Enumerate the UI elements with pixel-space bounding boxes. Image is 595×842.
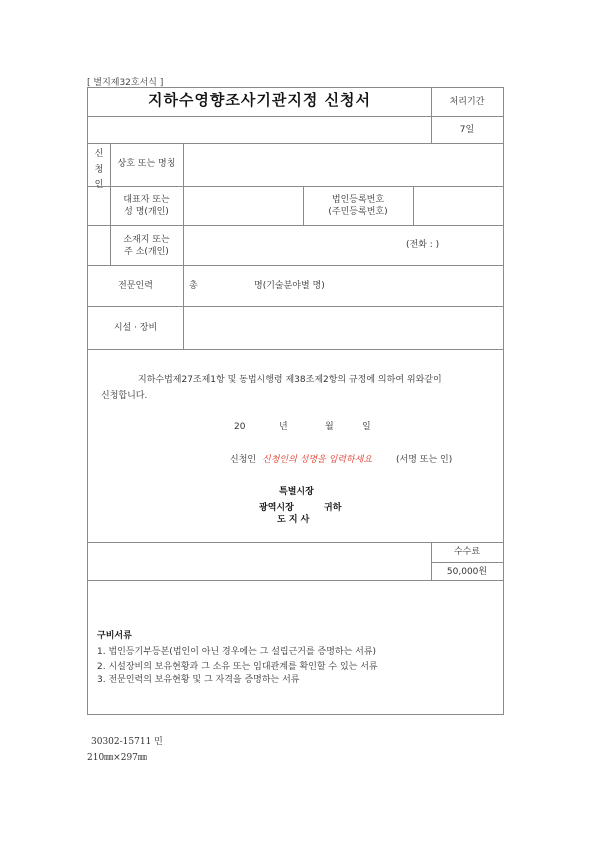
divider [88,349,503,350]
divider [88,542,503,543]
document-item: 1. 법인등기부등본(법인이 아닌 경우에는 그 설립근거를 증명하는 서류) [97,647,377,657]
recipient-line: 도 지 사 [277,515,310,525]
divider [431,562,503,563]
facilities-field[interactable] [184,307,502,349]
date-year-unit: 년 [279,422,288,432]
corp-registration-label: (주민등록번호) [328,207,388,217]
recipient-honorific: 귀하 [324,503,342,513]
applicant-label-char: 인 [94,180,104,190]
form-number-tag: [ 별지제32호서식 ] [87,78,164,88]
applicant-sign-label: 신청인 [230,455,257,465]
divider [88,580,503,581]
statement-line: 신청합니다. [101,391,148,401]
form-code: 30302-15711 민 [91,737,163,747]
recipient-line: 특별시장 [279,487,314,497]
divider [88,116,503,117]
page-title: 지하수영향조사기관지정 신청서 [147,91,372,109]
business-name-field[interactable] [184,144,502,186]
applicant-label-char: 신 [94,149,104,159]
signature-note: (서명 또는 인) [396,455,453,465]
address-label: 소재지 또는 [123,235,170,245]
experts-label: 전문인력 [118,281,153,291]
experts-detail: 명(기술분야별 명) [254,281,325,291]
representative-label: 성 명(개인) [124,207,169,217]
facilities-label: 시설 · 장비 [113,323,158,333]
recipient-line: 광역시장 [259,503,294,513]
paper-size: 210㎜×297㎜ [87,753,147,763]
fee-value: 50,000원 [446,567,488,577]
divider [88,265,503,266]
document-item: 2. 시설장비의 보유현황과 그 소유 또는 임대관계를 확인할 수 있는 서류 [97,662,378,672]
corp-registration-label: 법인등록번호 [331,195,385,205]
fee-label: 수수료 [453,547,481,557]
phone-text: (전화 : ) [406,240,440,250]
experts-total-label: 총 [189,281,198,291]
date-month-unit: 월 [325,422,334,432]
applicant-name-input[interactable]: 신청인의 성명을 입력하세요 [262,455,373,465]
date-day-unit: 일 [362,422,371,432]
applicant-label-char: 청 [94,165,104,175]
representative-label: 대표자 또는 [123,195,170,205]
address-label: 주 소(개인) [124,247,169,257]
processing-period-label: 처리기간 [449,97,485,107]
processing-period-value: 7일 [459,125,475,135]
date-year: 20 [234,422,246,432]
corp-registration-field[interactable] [414,187,502,225]
representative-name-field[interactable] [184,187,302,225]
document-item: 3. 전문인력의 보유현황 및 그 자격을 증명하는 서류 [97,675,300,685]
business-name-label: 상호 또는 명칭 [117,159,176,169]
application-form [87,87,504,715]
documents-heading: 구비서류 [97,631,132,641]
statement-line: 지하수법제27조제1항 및 동법시행령 제38조제2항의 규정에 의하여 위와같이 [138,375,442,385]
address-field[interactable] [184,226,502,265]
